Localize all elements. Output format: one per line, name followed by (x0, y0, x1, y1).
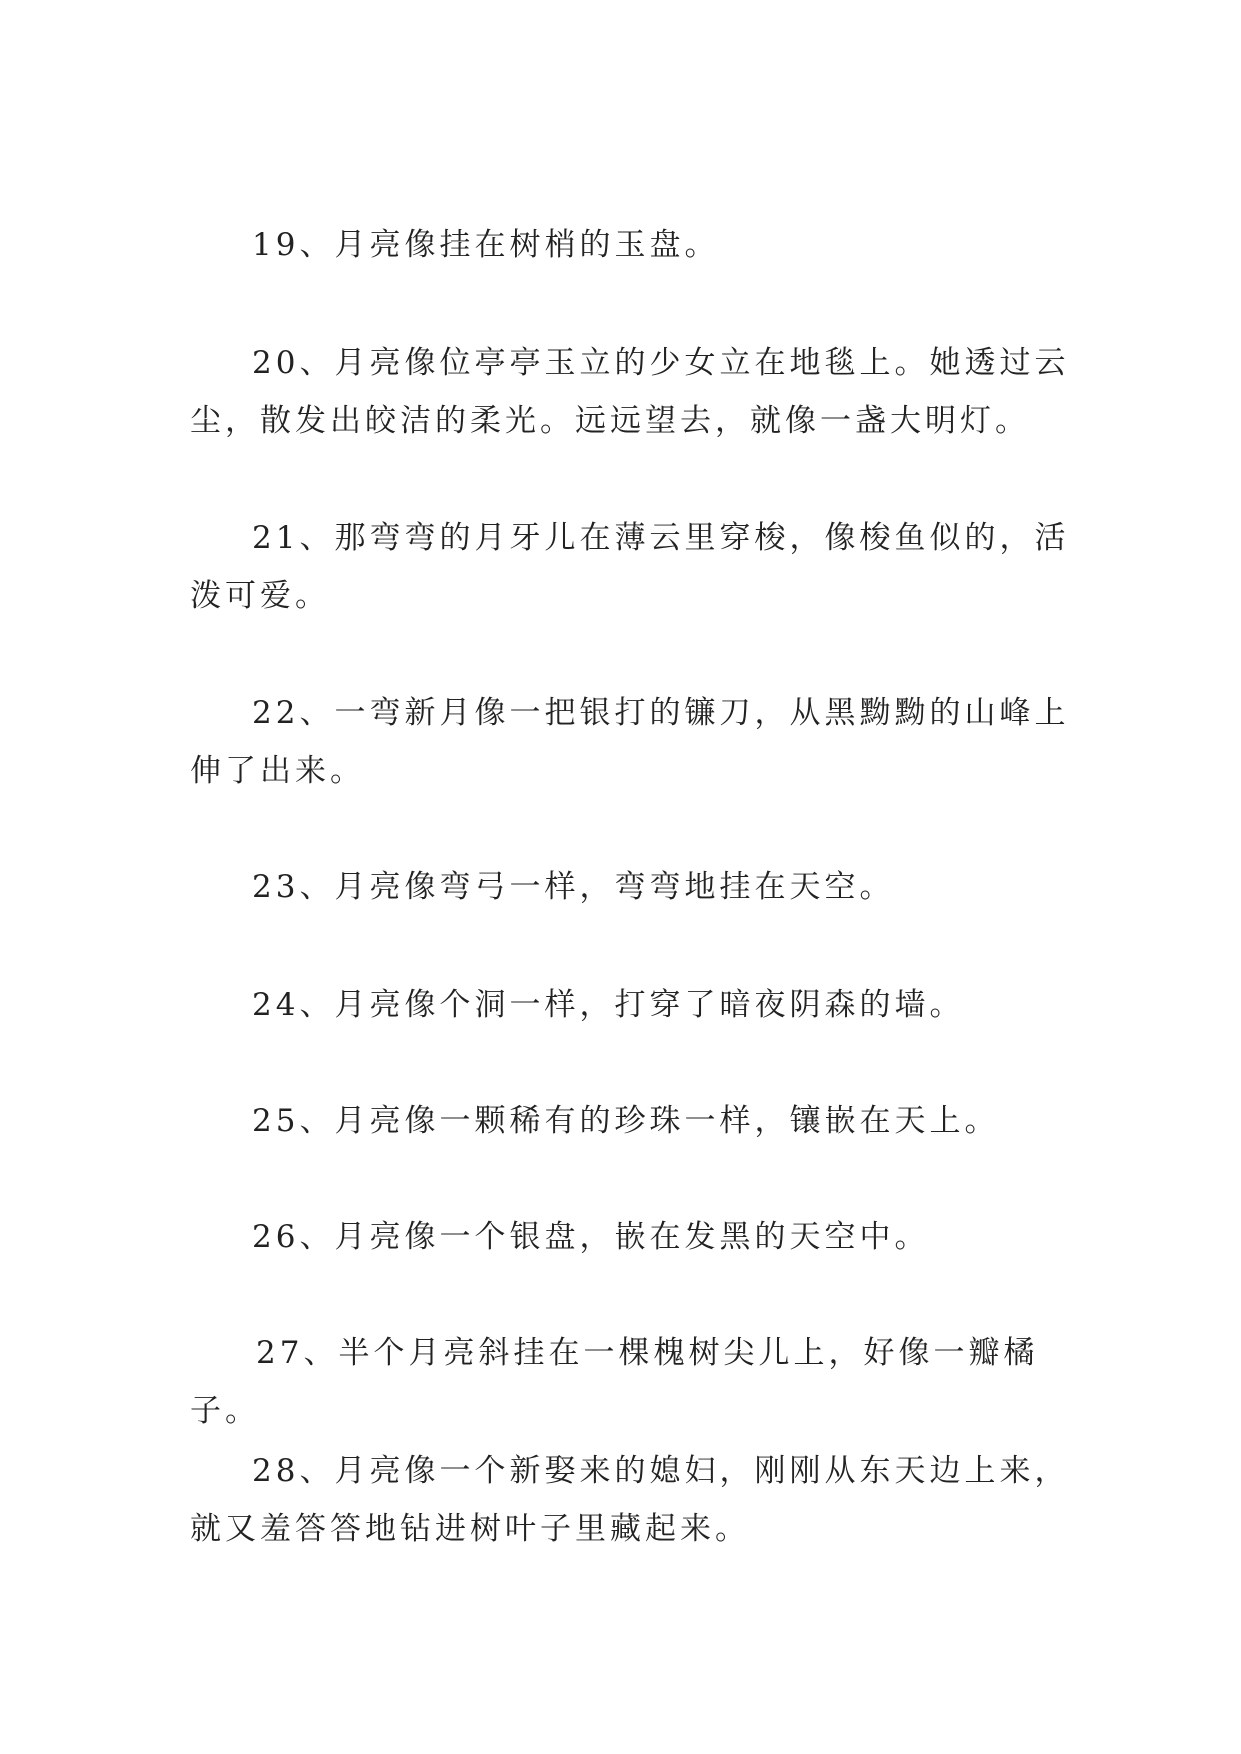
paragraph-28: 28、月亮像一个新娶来的媳妇，刚刚从东天边上来，就又羞答答地钻进树叶子里藏起来。 (190, 1453, 1070, 1547)
paragraph-20: 20、月亮像位亭亭玉立的少女立在地毯上。她透过云尘，散发出皎洁的柔光。远远望去，就像一盏大明灯。 (190, 345, 1070, 439)
paragraph-21: 21、那弯弯的月牙儿在薄云里穿梭，像梭鱼似的，活泼可爱。 (190, 520, 1070, 614)
paragraph-19: 19、月亮像挂在树梢的玉盘。 (252, 227, 720, 263)
paragraph-25: 25、月亮像一颗稀有的珍珠一样，镶嵌在天上。 (252, 1103, 1000, 1139)
paragraph-22: 22、一弯新月像一把银打的镰刀，从黑黝黝的山峰上伸了出来。 (190, 695, 1070, 789)
paragraph-26: 26、月亮像一个银盘，嵌在发黑的天空中。 (252, 1219, 930, 1255)
paragraph-23: 23、月亮像弯弓一样，弯弯地挂在天空。 (252, 869, 895, 905)
paragraph-24: 24、月亮像个洞一样，打穿了暗夜阴森的墙。 (252, 987, 965, 1023)
paragraph-27: 27、半个月亮斜挂在一棵槐树尖儿上，好像一瓣橘子。 (190, 1335, 1039, 1429)
